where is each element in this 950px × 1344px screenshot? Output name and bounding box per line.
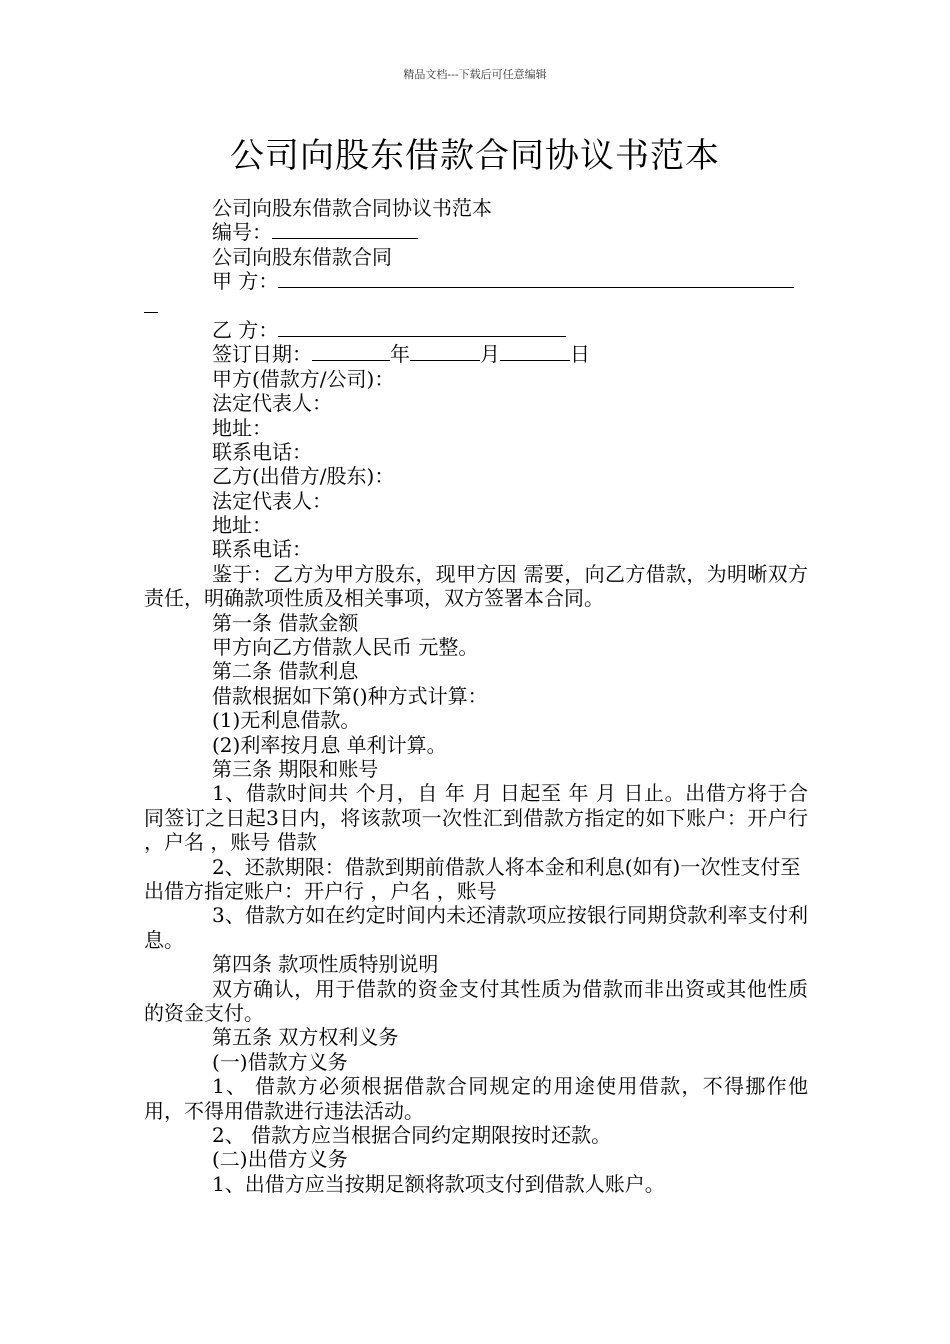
document-title: 公司向股东借款合同协议书范本 (230, 136, 720, 176)
contract-name-line: 公司向股东借款合同 (212, 244, 392, 269)
party-a-heading: 甲方(借款方/公司)： (212, 366, 395, 391)
day-field (500, 342, 570, 361)
lender-obligations-heading: (二)出借方义务 (212, 1147, 348, 1172)
article-3-clause-1: 1、借款时间共 个月，自 年 月 日起至 年 月 日止。出借方将于合同签订之日起3日内，将该款项一次性汇到借款方指定的如下账户：开户行 ，户名 ，账号 借款 (144, 781, 808, 855)
subtitle-line: 公司向股东借款合同协议书范本 (212, 196, 492, 220)
article-3-clause-3: 3、借款方如在约定时间内未还清款项应按银行同期贷款利率支付利息。 (144, 903, 808, 952)
month-field (410, 342, 480, 361)
article-2-option-1: (1)无利息借款。 (212, 708, 361, 733)
contract-number-line: 编号： (144, 220, 808, 244)
party-b-representative: 法定代表人： (212, 488, 332, 513)
contract-number-field (272, 220, 418, 239)
article-5-heading: 第五条 双方权利义务 (212, 1025, 399, 1050)
party-b-phone: 联系电话： (212, 537, 312, 562)
borrower-obligations-heading: (一)借款方义务 (212, 1049, 348, 1074)
borrower-obligation-1: 1、 借款方必须根据借款合同规定的用途使用借款，不得挪作他用，不得用借款进行违法活动。 (144, 1074, 808, 1123)
contract-body (144, 196, 808, 1196)
party-a-representative: 法定代表人： (212, 391, 332, 416)
article-4-heading: 第四条 款项性质特别说明 (212, 952, 439, 977)
party-b-address: 地址： (212, 513, 272, 538)
article-3-heading: 第三条 期限和账号 (212, 757, 379, 782)
article-1-text: 甲方向乙方借款人民币 元整。 (212, 635, 479, 660)
borrower-obligation-2: 2、 借款方应当根据合同约定期限按时还款。 (212, 1123, 612, 1148)
article-2-option-2: (2)利率按月息 单利计算。 (212, 732, 447, 757)
page-header: 精品文档---下载后可任意编辑 (403, 68, 547, 81)
article-3-clause-2: 2、还款期限：借款到期前借款人将本金和利息(如有)一次性支付至出借方指定账户：开户行 ，户名 ，账号 (144, 854, 801, 904)
article-2-text: 借款根据如下第()种方式计算： (212, 683, 488, 708)
article-4-text: 双方确认，用于借款的资金支付其性质为借款而非出资或其他性质的资金支付。 (144, 976, 808, 1026)
whereas-paragraph: 鉴于：乙方为甲方股东，现甲方因 需要，向乙方借款，为明晰双方责任，明确款项性质及相关事项，双方签署本合同。 (144, 561, 808, 611)
party-a-line-cont (144, 294, 808, 318)
lender-obligation-1: 1、出借方应当按期足额将款项支付到借款人账户。 (212, 1171, 665, 1196)
party-b-heading: 乙方(出借方/股东)： (212, 464, 395, 489)
year-field (312, 342, 390, 361)
party-b-line: 乙 方： (144, 318, 808, 342)
party-a-field (278, 269, 794, 288)
article-2-heading: 第二条 借款利息 (212, 659, 359, 684)
party-a-field-cont (144, 294, 158, 313)
signing-date-line: 签订日期： 年 月 日 (212, 342, 590, 367)
party-a-address: 地址： (212, 415, 272, 440)
party-a-line: 甲 方： (144, 269, 808, 293)
article-1-heading: 第一条 借款金额 (212, 610, 359, 635)
party-a-phone: 联系电话： (212, 439, 312, 464)
party-b-field (278, 318, 566, 337)
